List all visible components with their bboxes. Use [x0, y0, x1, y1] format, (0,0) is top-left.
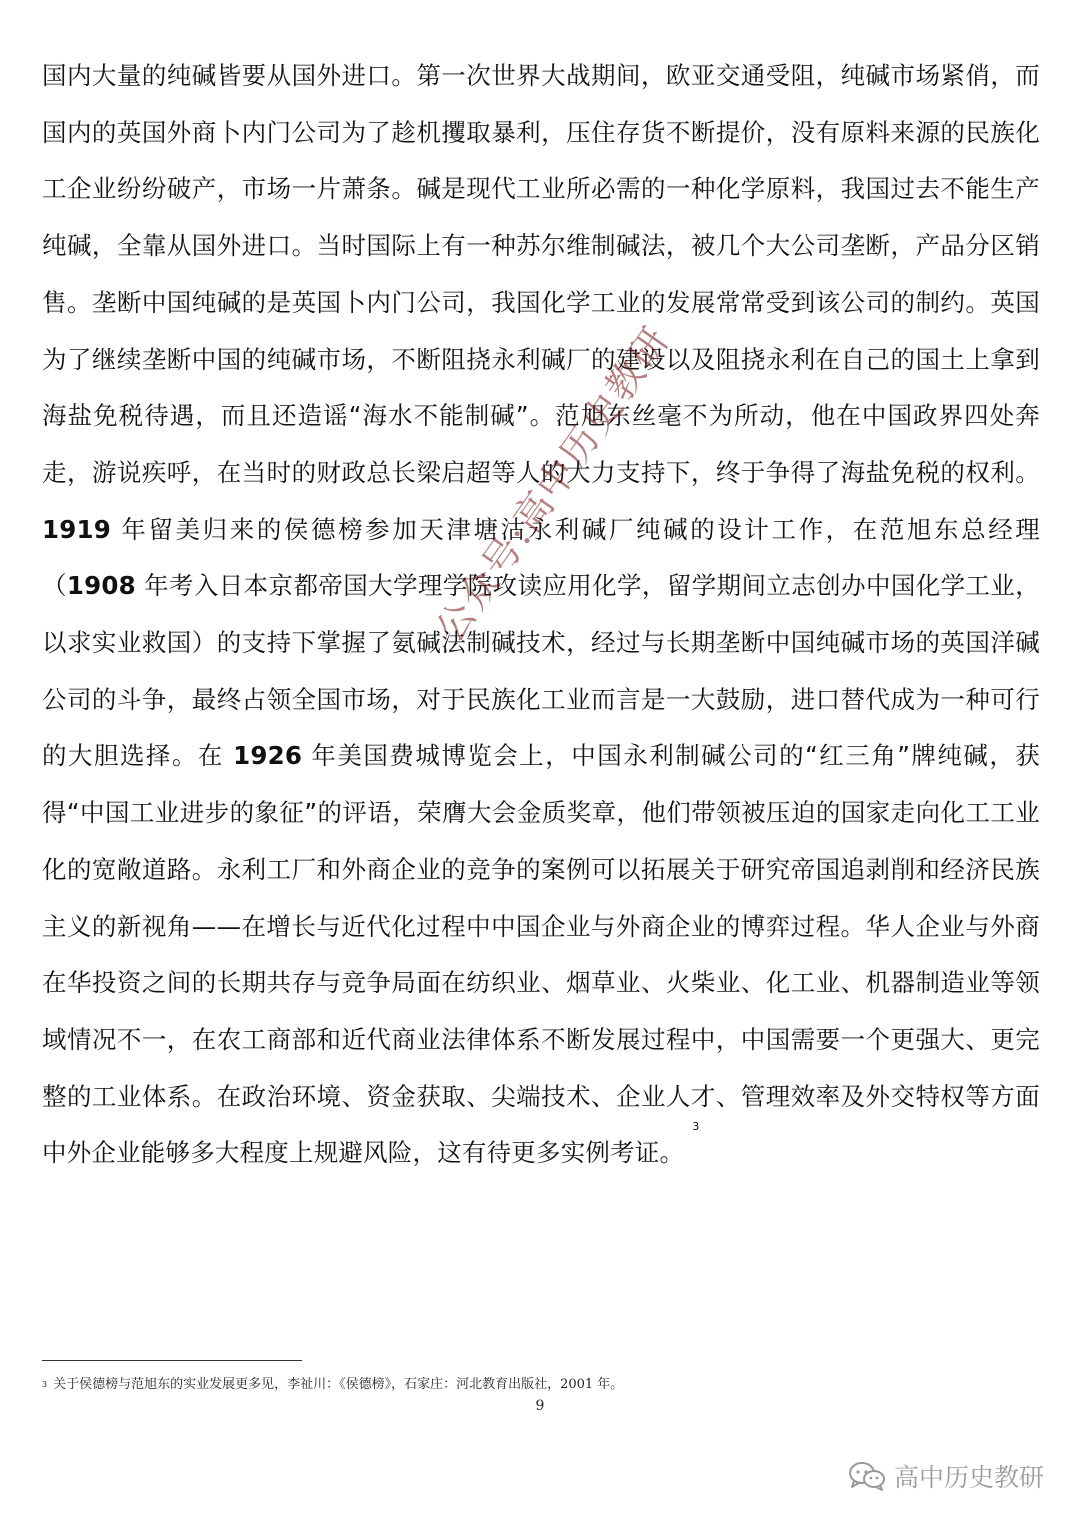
footnote-mark: 3	[42, 1380, 48, 1389]
footnote-reference[interactable]: 3	[692, 1120, 700, 1134]
brand-label: 高中历史教研	[893, 1463, 1044, 1492]
footnote-text: 关于侯德榜与范旭东的实业发展更多见，李祉川：《侯德榜》，石家庄：河北教育出版社，2001 年。	[53, 1377, 624, 1392]
page-number: 9	[535, 1398, 545, 1414]
year-1908: 1908	[66, 571, 136, 601]
paragraph-segment-3: 年考入日本京都帝国大学理学院攻读应用化学，留学期间立志创办中国化学工业，以求实业救国）的支持下掌握了氨碱法制碱技术，经过与长期垄断中国纯碱市场的英国洋碱公司的斗争，最终占领全国市场，对于民族化工业而言是一大鼓励，进口替代成为一种可行的大胆选择。在	[42, 571, 1041, 771]
wechat-icon	[848, 1460, 886, 1492]
paragraph-segment-4: 年美国费城博览会上，中国永利制碱公司的“红三角”牌纯碱，获得“中国工业进步的象征”的评语，荣膺大会金质奖章，他们带领被压迫的国家走向化工工业化的宽敞道路。永利工厂和外商企业的竞争的案例可以拓展关于研究帝国追剥削和经济民族主义的新视角——在增长与近代化过程中中国企业与外商企业的博弈过程。华人企业与外商在华投资之间的长期共存与竞争局面在纺织业、烟草业、火柴业、化工业、机器制造业等领域情况不一，在农工商部和近代商业法律体系不断发展过程中，中国需要一个更强大、更完整的工业体系。在政治环境、资金获取、尖端技术、企业人才、管理效率及外交特权等方面中外企业能够多大程度上规避风险，这有待更多实例考证。	[42, 741, 1041, 1168]
account-brand[interactable]	[848, 1458, 1044, 1494]
year-1919: 1919	[42, 514, 111, 544]
footnote-divider	[42, 1360, 302, 1361]
footnote	[42, 1376, 1022, 1394]
body-paragraph	[42, 48, 1040, 1182]
paragraph-segment-1: 国内大量的纯碱皆要从国外进口。第一次世界大战期间，欧亚交通受阻，纯碱市场紧俏，而国内的英国外商卜内门公司为了趁机攫取暴利，压住存货不断提价，没有原料来源的民族化工企业纷纷破产，市场一片萧条。碱是现代工业所必需的一种化学原料，我国过去不能生产纯碱，全靠从国外进口。当时国际上有一种苏尔维制碱法，被几个大公司垄断，产品分区销售。垄断中国纯碱的是英国卜内门公司，我国化学工业的发展常常受到该公司的制约。英国为了继续垄断中国的纯碱市场，不断阻挠永利碱厂的建设以及阻挠永利在自己的国土上拿到海盐免税待遇，而且还造谣“海水不能制碱”。范旭东丝毫不为所动，他在中国政界四处奔走，游说疾呼，在当时的财政总长梁启超等人的大力支持下，终于争得了海盐免税的权利。	[42, 61, 1040, 487]
watermark: 公众号:高中历史教研	[427, 318, 679, 651]
year-1926: 1926	[233, 741, 303, 771]
paragraph-segment-2: 年留美归来的侯德榜参加天津塘沽永利碱厂纯碱的设计工作，在范旭东总经理（	[42, 514, 1040, 601]
